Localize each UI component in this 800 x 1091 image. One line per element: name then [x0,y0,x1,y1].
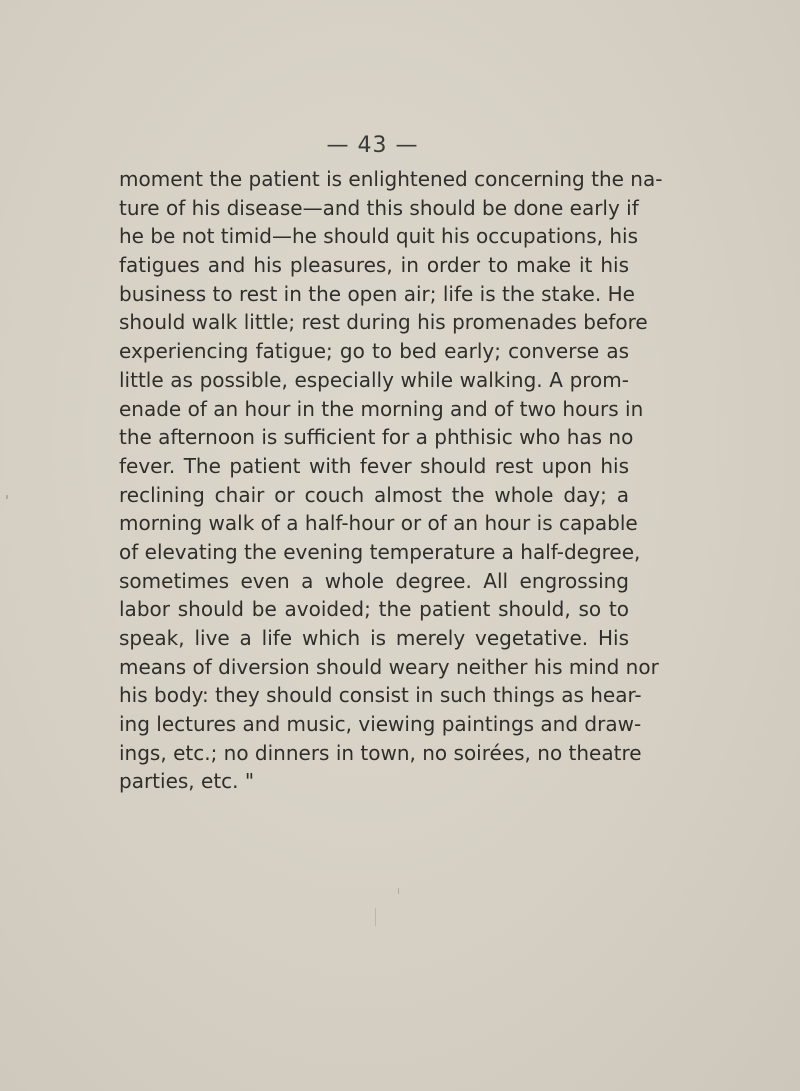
text-line: of elevating the evening temperature a half-degree, [119,539,641,564]
text-line: labor should be avoided; the patient should, so to [119,597,629,622]
text-line: moment the patient is enlightened concerning the na- [119,167,663,191]
text-line: means of diversion should weary neither his mind nor [119,654,659,679]
body-text [119,165,663,796]
text-line: should walk little; rest during his promenades before [119,310,648,335]
text-line: fatigues and his pleasures, in order to make it his [119,253,629,278]
text-line: morning walk of a half-hour or of an hour is capable [119,511,638,536]
text-line: ing lectures and music, viewing paintings and draw- [119,712,642,737]
text-line: enade of an hour in the morning and of two hours in [119,396,644,421]
text-line: he be not timid—he should quit his occupations, his [119,224,638,249]
text-line: experiencing fatigue; go to bed early; converse as [119,339,629,364]
paper-speck [375,908,376,926]
text-line: his body: they should consist in such things as hear- [119,683,642,708]
paper-speck [398,888,399,894]
paper-speck [6,495,8,499]
text-line: fever. The patient with fever should rest upon his [119,453,629,478]
text-line: ings, etc.; no dinners in town, no soirées, no theatre [119,740,642,765]
text-line: sometimes even a whole degree. All engrossing [119,568,629,593]
text-line: little as possible, especially while walking. A prom- [119,367,629,392]
page-number: — 43 — [326,133,419,158]
text-line: the afternoon is sufficient for a phthisic who has no [119,425,634,450]
text-line: business to rest in the open air; life is the stake. He [119,281,635,306]
text-line: parties, etc. " [119,769,255,794]
text-line: speak, live a life which is merely vegetative. His [119,626,629,650]
text-line: reclining chair or couch almost the whole day; a [119,482,629,507]
text-line: ture of his disease—and this should be done early if [119,195,639,220]
